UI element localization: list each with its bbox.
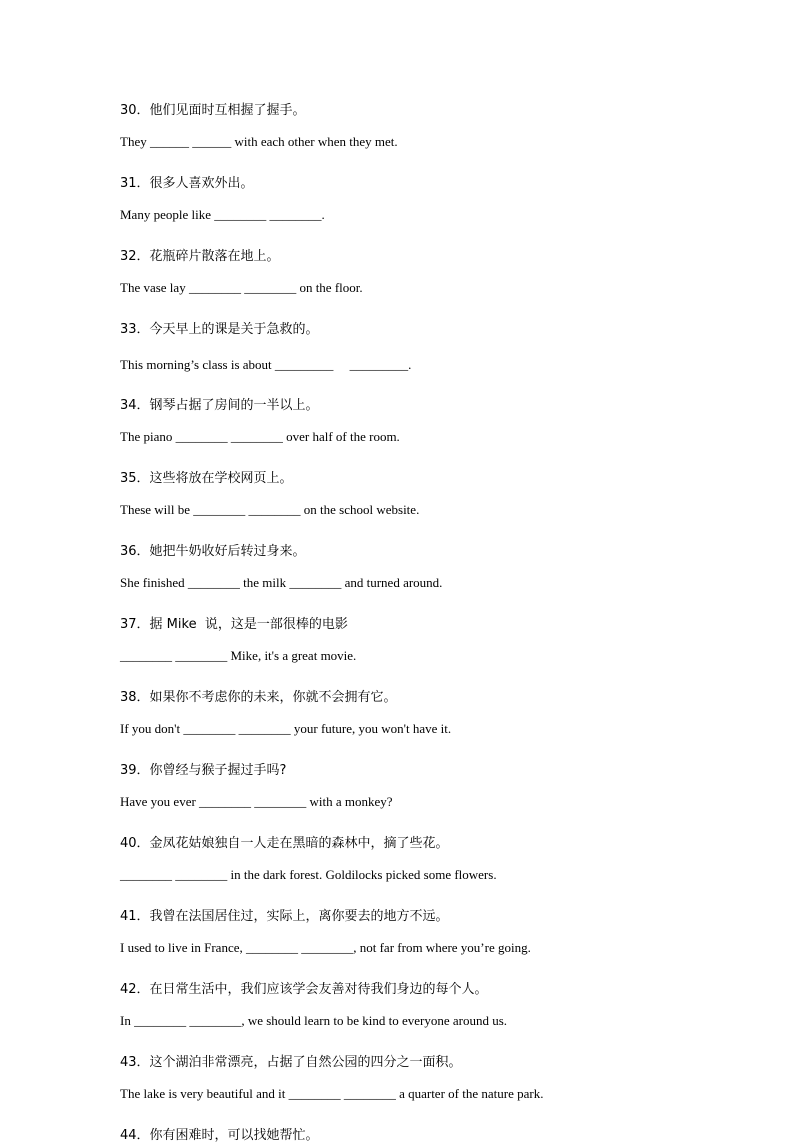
question-35: [120, 468, 740, 520]
question-english-blank: ________ ________ Mike, it's a great movie.: [120, 648, 357, 663]
question-chinese: 36．她把牛奶收好后转过身来。: [120, 544, 306, 559]
question-chinese: 40．金凤花姑娘独自一人走在黑暗的森林中，摘了些花。: [120, 836, 449, 851]
question-english-blank: The piano ________ ________ over half of the room.: [120, 429, 400, 444]
question-chinese: 42．在日常生活中，我们应该学会友善对待我们身边的每个人。: [120, 982, 488, 997]
question-chinese: 38．如果你不考虑你的未来，你就不会拥有它。: [120, 690, 397, 705]
worksheet-page: [120, 100, 740, 1147]
question-chinese: 32．花瓶碎片散落在地上。: [120, 249, 280, 264]
question-44: [120, 1125, 740, 1147]
question-chinese: 37．据 Mike 说，这是一部很棒的电影: [120, 617, 348, 632]
question-42: [120, 979, 740, 1031]
question-chinese: 34．钢琴占据了房间的一半以上。: [120, 398, 319, 413]
question-41: [120, 906, 740, 958]
question-36: [120, 541, 740, 593]
question-chinese: 33．今天早上的课是关于急救的。: [120, 322, 319, 337]
question-chinese: 31．很多人喜欢外出。: [120, 176, 254, 191]
question-english-blank: This morning’s class is about _________ _________.: [120, 357, 412, 372]
question-english-blank: Many people like ________ ________.: [120, 207, 325, 222]
question-43: [120, 1052, 740, 1104]
question-chinese: 30．他们见面时互相握了握手。: [120, 103, 306, 118]
question-37: [120, 614, 740, 666]
question-english-blank: In ________ ________, we should learn to be kind to everyone around us.: [120, 1013, 508, 1028]
question-english-blank: If you don't ________ ________ your future, you won't have it.: [120, 721, 452, 736]
question-english-blank: These will be ________ ________ on the school website.: [120, 502, 420, 517]
question-chinese: 43．这个湖泊非常漂亮，占据了自然公园的四分之一面积。: [120, 1055, 462, 1070]
question-33: [120, 319, 740, 375]
question-39: [120, 760, 740, 812]
question-english-blank: The vase lay ________ ________ on the floor.: [120, 280, 363, 295]
question-english-blank: ________ ________ in the dark forest. Goldilocks picked some flowers.: [120, 867, 497, 882]
question-chinese: 41．我曾在法国居住过，实际上，离你要去的地方不远。: [120, 909, 449, 924]
question-english-blank: The lake is very beautiful and it ________ ________ a quarter of the nature park.: [120, 1086, 544, 1101]
question-32: [120, 246, 740, 298]
question-chinese: 35．这些将放在学校网页上。: [120, 471, 293, 486]
question-english-blank: They ______ ______ with each other when they met.: [120, 134, 398, 149]
question-english-blank: Have you ever ________ ________ with a monkey?: [120, 794, 393, 809]
question-34: [120, 395, 740, 447]
question-english-blank: I used to live in France, ________ ________, not far from where you’re going.: [120, 940, 531, 955]
question-31: [120, 173, 740, 225]
question-40: [120, 833, 740, 885]
question-chinese: 39．你曾经与猴子握过手吗?: [120, 763, 287, 778]
question-chinese: 44．你有困难时，可以找她帮忙。: [120, 1128, 319, 1143]
question-english-blank: She finished ________ the milk ________ and turned around.: [120, 575, 443, 590]
question-30: [120, 100, 740, 152]
question-38: [120, 687, 740, 739]
